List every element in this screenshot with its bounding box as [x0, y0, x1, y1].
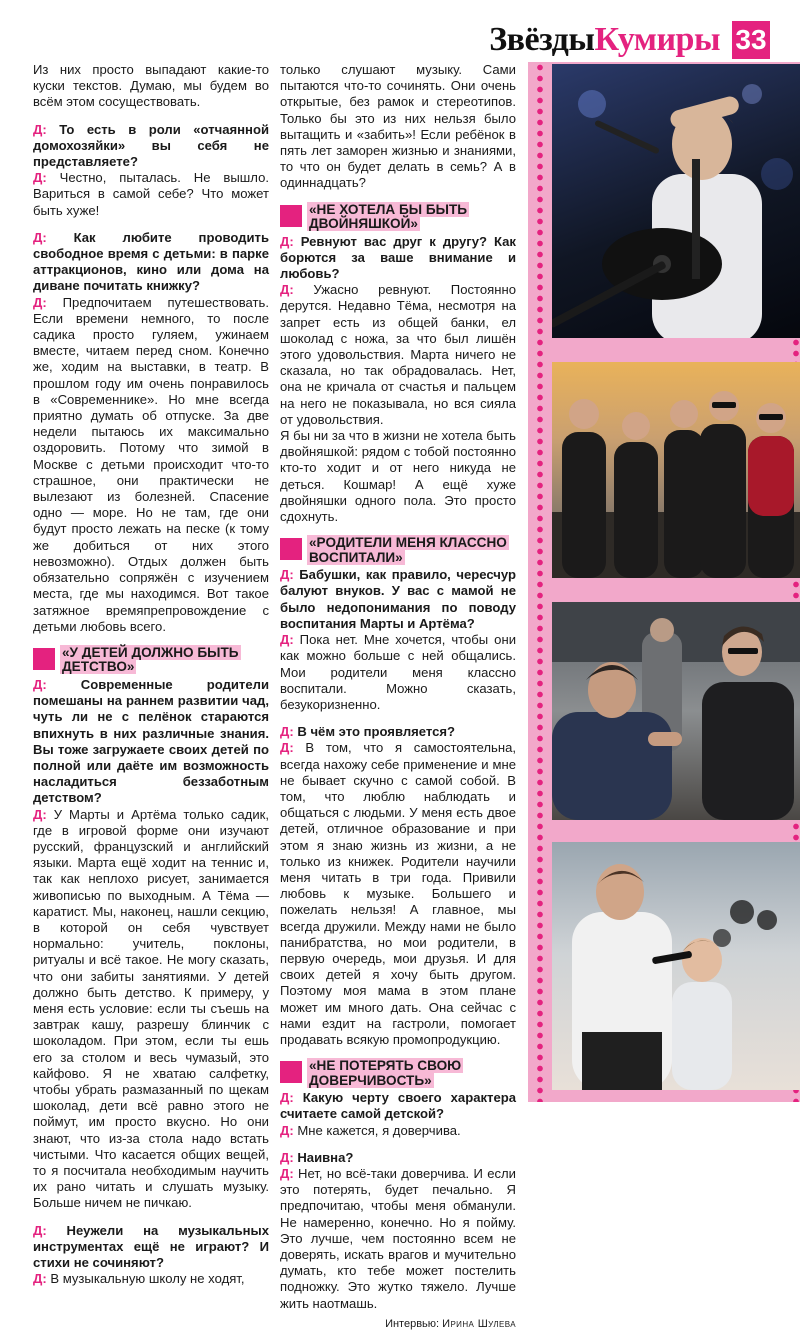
question: Д: Ревнуют вас друг к другу? Как борются за ваше внимание и любовь?: [280, 233, 516, 282]
credit-author: Ирина Шулева: [442, 1317, 516, 1330]
section-heading: [33, 646, 269, 675]
answer: Д: В том, что я самостоятельна, всегда нахожу себе применение и мне не бывает скучно с самой собой. В том, что люблю наблюдать и общаться с людьми. У меня есть двое детей, отличное образование и при этом я знаю жизнь из жизни, а не только из книжек. Родители научили меня читать в три года. Привили любовь к музыке. Большего и пожелать нельзя! А главное, мы всегда дружили. Между нами не было панибратства, но мои родители, в первую очередь, мои друзья. И для своих детей я хочу быть другом. Поэтому моя мама в этом плане может им много дать. Она сейчас с нами ездит на гастроли, помогает продавать всякую промопродукцию.: [280, 740, 517, 1047]
paragraph: только слушают музыку. Сами пытаются что-то сочинять. Они очень открытые, без рамок и стереотипов. Только бы это из них нельзя было вытащить и «забить»! Если ребёнок в пять лет заморен жизнью и знаниями, то что он будет делать в семь? А в одиннадцать?: [280, 62, 516, 191]
photo-band-illustration: [552, 362, 800, 578]
question: Д: В чём это проявляется?: [280, 724, 456, 740]
photo-backstage: [552, 602, 800, 820]
section-title: «НЕ ХОТЕЛА БЫ БЫТЬ ДВОЙНЯШКОЙ»: [309, 201, 468, 232]
answer: Д: У Марты и Артёма только садик, где в игровой форме они изучают русский, французский и английский языки. Марта ещё ходит на теннис и, так как неплохо рисует, занимается живописью по выходным. А Тёма — каратист. Мы, наконец, нашли секцию, в которой он себя чувствует нормально: учитель, поклоны, ритуалы и всё такое. Не могу сказать, что они забиты занятиями. У детей должно быть детство. К примеру, у меня есть условие: если ты съешь на завтрак кашу, разрешу блинчик с шоколадом. При этом, если ты ешь его за столом и весь чумазый, это кайфово. Я не хватаю салфетку, чтобы убрать размазанный по щекам шоколад, дети всё равно этого не поймут, им просто вкусно. Но они знают, что из-за стола надо встать чистыми. Что касается общих вещей, то я посчитала необходимым научить их рано читать и слушать музыку. Больше ничем не пичкаю.: [33, 806, 270, 1211]
photo-singer-guitar: [552, 64, 800, 338]
photo-backstage-illustration: [552, 602, 800, 820]
section-title: «У ДЕТЕЙ ДОЛЖНО БЫТЬ ДЕТСТВО»: [62, 644, 239, 675]
answer: Д: Нет, но всё-таки доверчива. И если это потерять, будет печально. Я предпочитаю, чтобы меня обманули. Не намеренно, конечно. Но я пойму. Это лучше, чем постоянно всем не доверять, искать врагов и мучительно думать, кто тебе может постелить подножку. Это жутко тяжело. Лучше жить наотмашь.: [280, 1165, 516, 1311]
answer: Д: В музыкальную школу не ходят,: [33, 1271, 245, 1287]
credit-label: Интервью:: [385, 1317, 440, 1330]
text-column-2: [280, 62, 516, 1332]
paragraph: Из них просто выпадают какие-то куски текстов. Думаю, мы будем во всём этом сосуществовать.: [33, 62, 269, 110]
answer: Д: Предпочитаем путешествовать. Если времени немного, то после садика просто гуляем, ужинаем вместе, читаем перед сном. Конечно же, ходим на выставки, в театр. В прошлом году им очень понравилось в «Современнике». Но мне всегда приятно думать об отпуске. За две недели пытаюсь их максимально оздоровить. Потому что зимой в Москве с детьми происходит что-то страшное, они практически не вылезают из болезней. Спасение одно — море. Но не там, где они будут просто лежать на песке (к тому же добиться от них этого невозможно). Отдых должен быть обязательно сопряжён с изучением места, где мы находимся. Вот такое затяжное времяпрепровождение с детьми любовь всего.: [33, 294, 269, 634]
interview-credit: [280, 1316, 516, 1332]
question: Д: Какую черту своего характера считаете самой детской?: [280, 1090, 517, 1122]
section-marker-square: [280, 205, 302, 227]
answer: Д: Ужасно ревнуют. Постоянно дерутся. Недавно Тёма, несмотря на запрет есть из общей банки, ел шоколад с ножа, за что был лишён этого удовольствия. Марта ничего не сказала, но так обрадовалась. Нет, она не кричала от счастья и пальцем на него не показывала, но вся сияла от удовольствия.: [280, 282, 517, 427]
question: Д: Наивна?: [280, 1149, 354, 1165]
section-marker-square: [280, 538, 302, 560]
section-heading: [280, 536, 516, 565]
page-number: 33: [732, 21, 770, 59]
section-heading: [280, 203, 516, 232]
dotted-border-left: [536, 62, 544, 1102]
magazine-header: [489, 18, 770, 62]
section-marker-square: [33, 648, 55, 670]
rubric-title-part1: Звёзды: [489, 21, 595, 58]
answer: Д: Пока нет. Мне хочется, чтобы они как можно больше с ней общались. Мои родители меня классно воспитали. Можно сказать, безукоризненно.: [280, 632, 517, 712]
section-title: «РОДИТЕЛИ МЕНЯ КЛАССНО ВОСПИТАЛИ»: [309, 535, 507, 565]
photo-singer-with-child: [552, 842, 800, 1090]
section-marker-square: [280, 1061, 302, 1083]
section-title: «НЕ ПОТЕРЯТЬ СВОЮ ДОВЕРЧИВОСТЬ»: [309, 1058, 462, 1088]
paragraph: Я бы ни за что в жизни не хотела быть двойняшкой: рядом с тобой постоянно кто-то ходит и от него никуда не деться. Кошмар! А ещё хуже двойняшки одного пола. Это просто сдохнуть.: [280, 428, 516, 525]
section-heading: [280, 1059, 516, 1088]
question: Д: Бабушки, как правило, чересчур балуют внуков. У вас с мамой не было недопонимания по поводу воспитания Марты и Артёма?: [280, 567, 517, 631]
text-column-1: [33, 62, 269, 1287]
photo-singer-guitar-illustration: [552, 64, 800, 338]
question: Д: То есть в роли «отчаянной домохозяйки» вы себя не представляете?: [33, 121, 270, 170]
rubric-title-part2: Кумиры: [594, 21, 720, 58]
question: Д: Как любите проводить свободное время с детьми: в парке аттракционов, кино или дома на диване почитать книжку?: [33, 229, 269, 294]
photo-singer-with-child-illustration: [552, 842, 800, 1090]
question: Д: Современные родители помешаны на раннем развитии чад, чуть ли не с пелёнок стараются впихнуть в них различные знания. Вы тоже загружаете своих детей по полной или даёте им возможность насладиться беззаботным детством?: [33, 676, 269, 806]
answer: Д: Честно, пыталась. Не вышло. Вариться в самой себе? Что может быть хуже!: [33, 170, 270, 218]
photo-band: [552, 362, 800, 578]
question: Д: Неужели на музыкальных инструментах ещё не играют? И стихи не сочиняют?: [33, 1222, 270, 1271]
answer: Д: Мне кажется, я доверчива.: [280, 1122, 461, 1138]
